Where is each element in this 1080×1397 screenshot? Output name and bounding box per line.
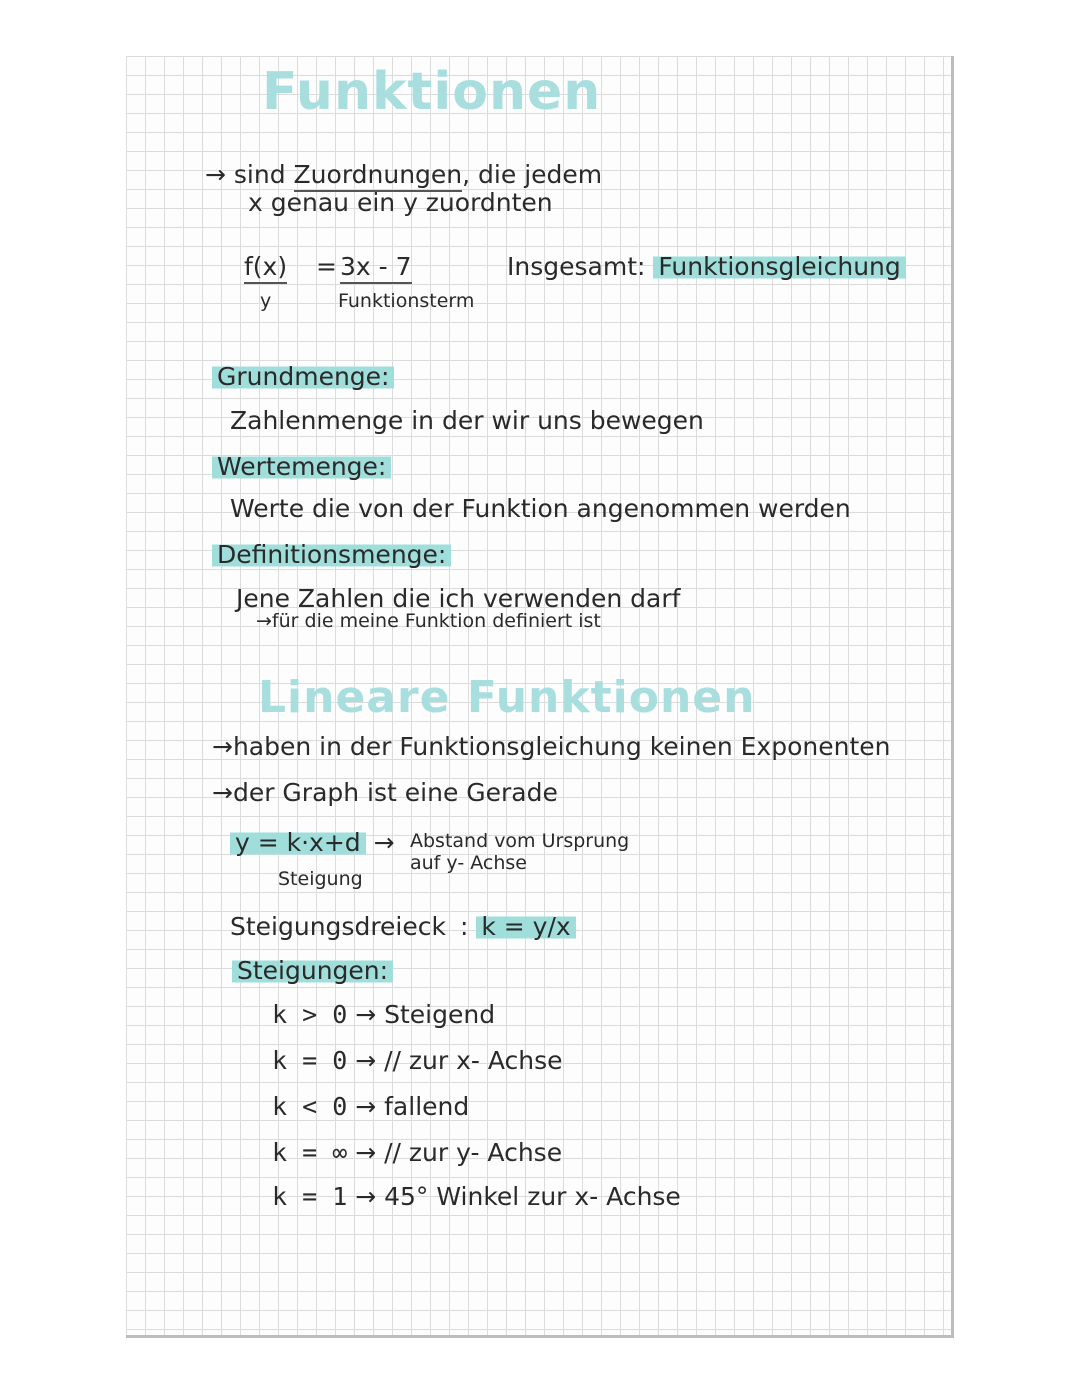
slope-condition: k > 0 [272, 1000, 348, 1029]
slope-row [272, 1182, 681, 1211]
formula-text: y = k·x+d [230, 828, 366, 857]
arrow-icon: → [355, 1138, 377, 1167]
equals-sign: = [316, 252, 337, 281]
slope-row [272, 1000, 495, 1029]
arrow-icon: → [355, 1046, 377, 1075]
intro-line-2: x genau ein y zuordnten [248, 188, 553, 217]
arrow-icon: → [355, 1182, 377, 1211]
definition-term [212, 452, 391, 481]
page-title: Funktionen [262, 62, 602, 122]
function-term-label: Funktionsterm [338, 290, 475, 312]
slope-description: // zur y- Achse [384, 1138, 563, 1167]
definition-term [212, 540, 451, 569]
slope-triangle-formula: k = y/x [476, 912, 575, 941]
definition-note: →für die meine Funktion definiert ist [256, 610, 601, 632]
function-name: f(x) [244, 252, 287, 284]
slope-description: 45° Winkel zur x- Achse [384, 1182, 681, 1211]
slopes-title [232, 956, 393, 985]
slope-condition: k = 0 [272, 1046, 348, 1075]
intro-text-a: sind [233, 160, 286, 189]
slope-triangle-label: Steigungsdreieck [230, 912, 446, 941]
linear-bullet-1: →haben in der Funktionsgleichung keinen Exponenten [212, 732, 891, 761]
section-title: Lineare Funktionen [258, 672, 756, 723]
slope-row [272, 1092, 469, 1121]
linear-formula [230, 828, 395, 857]
slope-condition: k < 0 [272, 1092, 348, 1121]
definition-term-text: Grundmenge: [212, 362, 394, 391]
intro-highlight: Zuordnungen [294, 160, 463, 192]
intro-line-1 [205, 160, 602, 189]
arrow-icon: → [373, 828, 395, 857]
slope-row [272, 1138, 562, 1167]
definition-text: Zahlenmenge in der wir uns bewegen [230, 406, 704, 435]
total-label-text: Insgesamt: [507, 252, 646, 281]
arrow-icon: → [355, 1000, 377, 1029]
slope-description: Steigend [384, 1000, 496, 1029]
function-rhs [340, 252, 412, 281]
slope-description: // zur x- Achse [384, 1046, 563, 1075]
definition-text: Werte die von der Funktion angenommen werden [230, 494, 851, 523]
slope-condition: k = ∞ [272, 1138, 348, 1167]
definition-term [212, 362, 394, 391]
slopes-title-text: Steigungen: [232, 956, 393, 985]
slope-triangle: Steigungsdreieck : k = y/x [230, 912, 576, 941]
definition-term-text: Definitionsmenge: [212, 540, 451, 569]
slope-description: fallend [384, 1092, 470, 1121]
d-description-2: auf y- Achse [410, 852, 527, 874]
definition-text: Jene Zahlen die ich verwenden darf [236, 584, 681, 613]
arrow-icon: → [205, 160, 226, 189]
d-description-1: Abstand vom Ursprung [410, 830, 630, 852]
function-lhs [244, 252, 287, 281]
arrow-icon: → [355, 1092, 377, 1121]
slope-condition: k = 1 [272, 1182, 348, 1211]
function-equation-term: Funktionsgleichung [653, 252, 905, 281]
function-term: 3x - 7 [340, 252, 412, 284]
definition-term-text: Wertemenge: [212, 452, 391, 481]
intro-text-b: , die jedem [462, 160, 603, 189]
function-lhs-label: y [260, 290, 272, 312]
k-label: Steigung [278, 868, 363, 890]
linear-bullet-2: →der Graph ist eine Gerade [212, 778, 558, 807]
slope-row [272, 1046, 563, 1075]
total-label [507, 252, 906, 281]
